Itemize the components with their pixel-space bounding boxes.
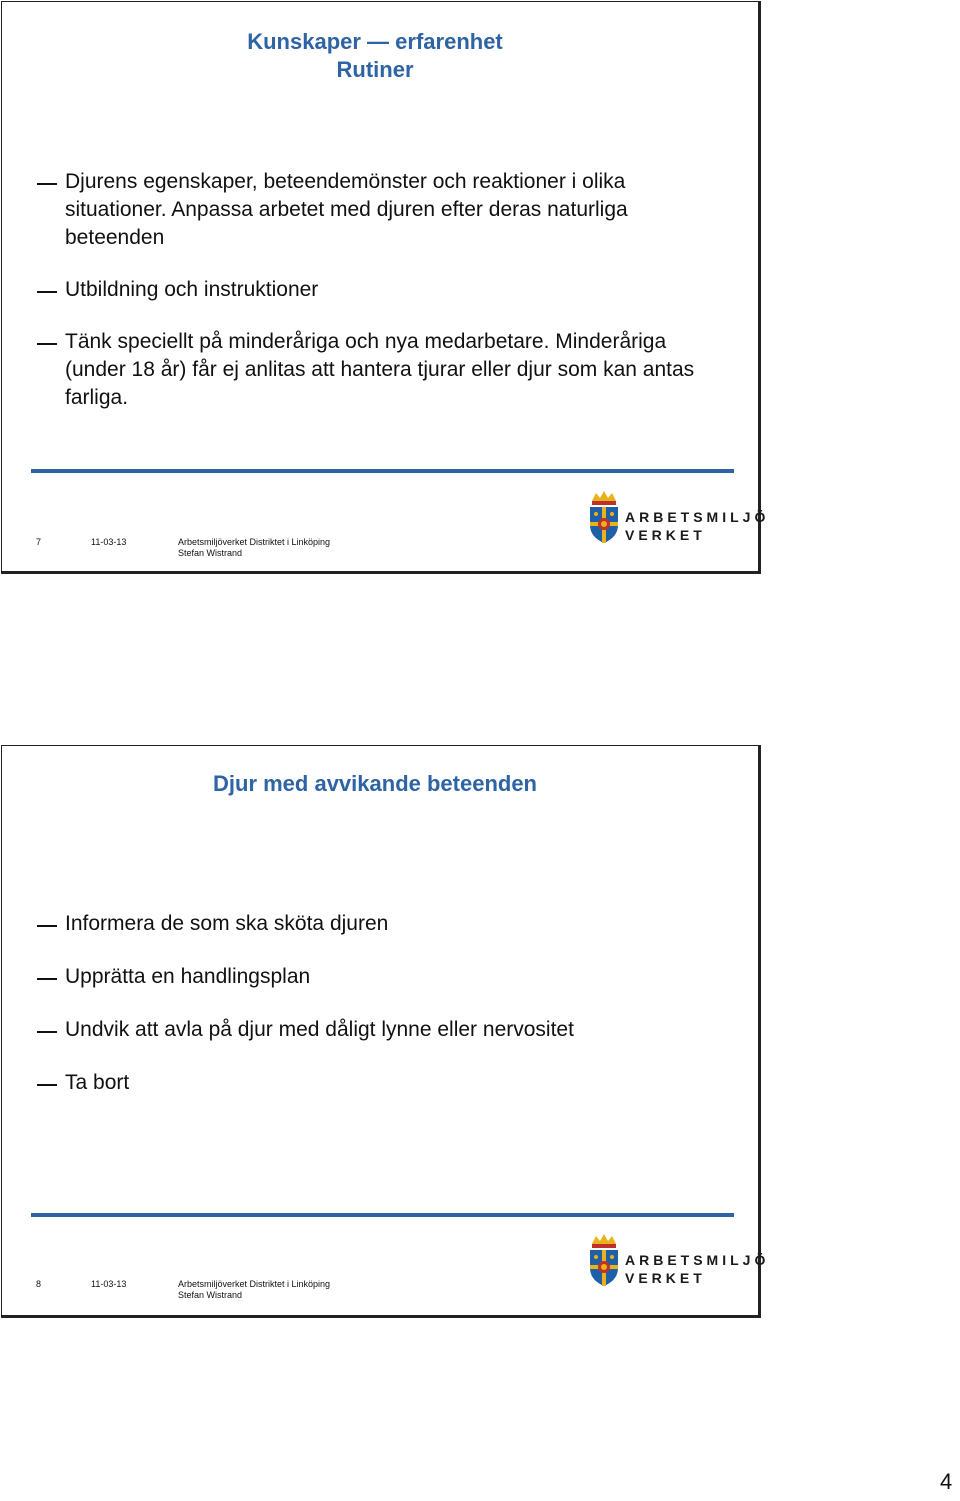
page-number: 4 — [940, 1469, 953, 1494]
logo-word-2: VERKET — [625, 1270, 706, 1286]
footer-author: Stefan Wistrand — [178, 1290, 243, 1300]
bullet-text: Tänk speciellt på minderåriga och nya medarbetare. Minderåriga (under 18 år) får ej anlitas att hantera tjurar eller djur som kan antas farliga. — [65, 330, 695, 409]
footer-org-name: Arbetsmiljöverket Distriktet i Linköping — [178, 537, 331, 547]
slide-title — [2, 28, 748, 84]
bullet-text: Djurens egenskaper, beteendemönster och reaktioner i olika situationer. Anpassa arbetet med djuren efter deras naturliga beteenden — [65, 170, 628, 249]
swedish-crest-icon — [587, 489, 621, 547]
title-line-1: Kunskaper — erfarenhet — [247, 29, 503, 54]
bullet-text: Upprätta en handlingsplan — [65, 965, 311, 988]
footer-org-name: Arbetsmiljöverket Distriktet i Linköping — [178, 1279, 331, 1289]
slide-date: 11-03-13 — [91, 537, 127, 547]
footer-org — [178, 537, 330, 559]
dash-bullet-icon — [37, 925, 57, 927]
arbetsmiljoverket-logo — [587, 489, 770, 549]
logo-word-1: ARBETSMILJÖ — [625, 1252, 770, 1268]
footer-author: Stefan Wistrand — [178, 548, 243, 558]
footer-rule — [31, 1213, 734, 1217]
arbetsmiljoverket-logo — [587, 1232, 770, 1292]
logo-word-1: ARBETSMILJÖ — [625, 509, 770, 525]
slide-7 — [1, 1, 770, 574]
swedish-crest-icon — [587, 1232, 621, 1290]
bullet-text: Informera de som ska sköta djuren — [65, 912, 389, 935]
bullet-text: Utbildning och instruktioner — [65, 278, 319, 301]
dash-bullet-icon — [37, 343, 57, 345]
title-line-2: Rutiner — [336, 57, 414, 82]
slide-date: 11-03-13 — [91, 1279, 127, 1289]
footer-rule — [31, 469, 734, 473]
slide-title — [2, 770, 748, 798]
bullet-text: Undvik att avla på djur med dåligt lynne eller nervositet — [65, 1018, 574, 1041]
footer-org — [178, 1279, 330, 1301]
dash-bullet-icon — [37, 1084, 57, 1086]
dash-bullet-icon — [37, 1031, 57, 1033]
slide-8 — [1, 745, 770, 1318]
bullet-text: Ta bort — [65, 1071, 130, 1094]
slide-number: 8 — [36, 1279, 42, 1289]
dash-bullet-icon — [37, 978, 57, 980]
slide-number: 7 — [36, 537, 42, 547]
dash-bullet-icon — [37, 183, 57, 185]
title-line-1: Djur med avvikande beteenden — [213, 771, 537, 796]
dash-bullet-icon — [37, 291, 57, 293]
logo-word-2: VERKET — [625, 527, 706, 543]
